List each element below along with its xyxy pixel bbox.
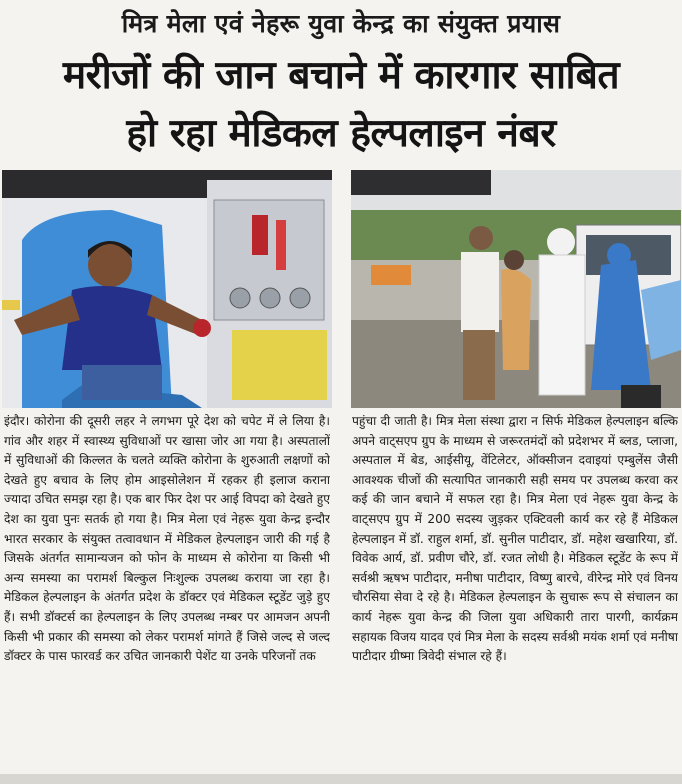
bottom-divider — [0, 774, 682, 784]
blood-donation-photo — [2, 170, 332, 408]
kicker: मित्र मेला एवं नेहरू युवा केन्द्र का संयुक्त प्रयास — [121, 9, 561, 38]
headline-line-2: हो रहा मेडिकल हेल्पलाइन नंबर — [126, 111, 556, 156]
article-body-left-column: इंदौर। कोरोना की दूसरी लहर ने लगभग पूरे देश को चपेट में ले लिया है। गांव और शहर में स्वास्थ्य सुविधाओं पर खासा जोर आ गया है। अस्पतालों में सुविधाओं की किल्लत के चलते व्यक्ति कोरोना के शुरुआती लक्षणों को देखते हुए बचाव के लिए होम आइसोलेशन में रहकर ही इलाज कराना ज्यादा उचित समझ रहा है। एक बार फिर देश पर आई विपदा को देखते हुए देश का युवा पुनः सतर्क हो गया है। मित्र मेला एवं नेहरू युवा केन्द्र इन्दौर भारत सरकार के संयुक्त तत्वावधान में मेडिकल हेल्पलाइन जारी की गई है जिसके अंतर्गत सामान्यजन को फोन के माध्यम से कोरोना या किसी भी अन्य समस्या का परामर्श बिल्कुल निःशुल्क उपलब्ध कराया जा रहा है। मेडिकल हेल्पलाइन के अंतर्गत प्रदेश के डॉक्टर एवं मेडिकल स्टूडेंट जुड़े हुए हैं। सभी डॉक्टर्स का हेल्पलाइन के लिए उपलब्ध नम्बर पर आमजन अपनी किसी भी प्रकार की समस्या को लेकर परामर्श मांगते हैं जिसे जल्द से जल्द डॉक्टर के पास फारवर्ड कर उचित जानकारी पेशेंट या उनके परिजनों तक — [4, 414, 330, 664]
headline-line-1: मरीजों की जान बचाने में कारगार साबित — [62, 53, 620, 98]
ppe-kit-patient-photo — [351, 170, 681, 408]
article-body-right-column: पहुंचा दी जाती है। मित्र मेला संस्था द्वारा न सिर्फ मेडिकल हेल्पलाइन बल्कि अपने वाट्सएप ग्रुप के माध्यम से जरूरतमंदों को प्रदेशभर में ब्लड, प्लाजा, अस्पताल में बेड, आईसीयू, वेंटिलेटर, ऑक्सीजन दवाइयां एम्बुलेंस जैसी आवश्यक चीजों की सत्यापित जानकारी सही समय पर उपलब्ध करवा कर कई की जान बचाने में सफल रहा है। मित्र मेला एवं नेहरू युवा केन्द्र के वाट्सएप ग्रुप में 200 सदस्य जुड़कर एक्टिवली कार्य कर रहे हैं मेडिकल हेल्पलाइन में डॉ. राहुल शर्मा, डॉ. सुनील पाटीदार, डॉ. महेश खखारिया, डॉ. विवेक आर्य, डॉ. प्रवीण चौरे, डॉ. रजत लोधी है। मेडिकल स्टूडेंट के रूप में सर्वश्री ऋषभ पाटीदार, मनीषा पाटीदार, विष्णु बारचे, वीरेन्द्र मोरे एवं विनय चौरसिया सेवा दे रहे है। मेडिकल हेल्पलाइन के सुचारू रूप से संचालन का कार्य नेहरू युवा केन्द्र की जिला युवा अधिकारी तारा पारगी, कार्यक्रम सहायक विजय यादव एवं मित्र मेला के सदस्य सर्वश्री मयंक शर्मा एवं मनीषा पाटीदार ग्रीष्मा त्रिवेदी संभाल रहे हैं। — [352, 414, 678, 664]
